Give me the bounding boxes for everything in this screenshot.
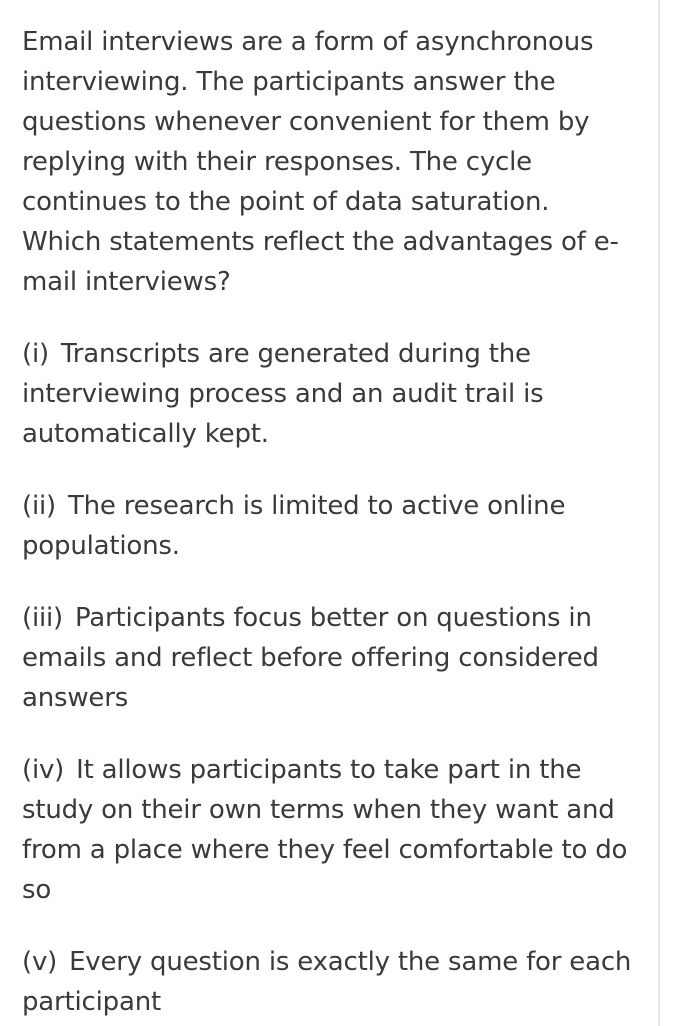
option-v <box>22 942 632 1022</box>
option-text: Every question is exactly the same for each participant <box>22 947 632 1017</box>
option-ii <box>22 486 632 566</box>
option-iv <box>22 750 632 910</box>
option-i <box>22 334 632 454</box>
option-marker: (iv) <box>22 755 65 785</box>
option-iii <box>22 598 632 718</box>
question-content <box>22 22 632 1022</box>
option-marker: (i) <box>22 339 49 369</box>
question-intro: Email interviews are a form of asynchronous interviewing. The participants answer the questions whenever convenient for them by replying with their responses. The cycle continues to the point of data saturation. Which statements reflect the advantages of e-mail interviews? <box>22 27 619 297</box>
option-marker: (iii) <box>22 603 63 633</box>
option-marker: (v) <box>22 947 58 977</box>
option-text: Participants focus better on questions in emails and reflect before offering considered answers <box>22 603 599 713</box>
option-text: Transcripts are generated during the interviewing process and an audit trail is automatically kept. <box>22 339 544 449</box>
option-text: It allows participants to take part in the study on their own terms when they want and from a place where they feel comfortable to do so <box>22 755 628 905</box>
scroll-edge-divider <box>658 0 660 1026</box>
option-marker: (ii) <box>22 491 56 521</box>
option-text: The research is limited to active online populations. <box>22 491 566 561</box>
